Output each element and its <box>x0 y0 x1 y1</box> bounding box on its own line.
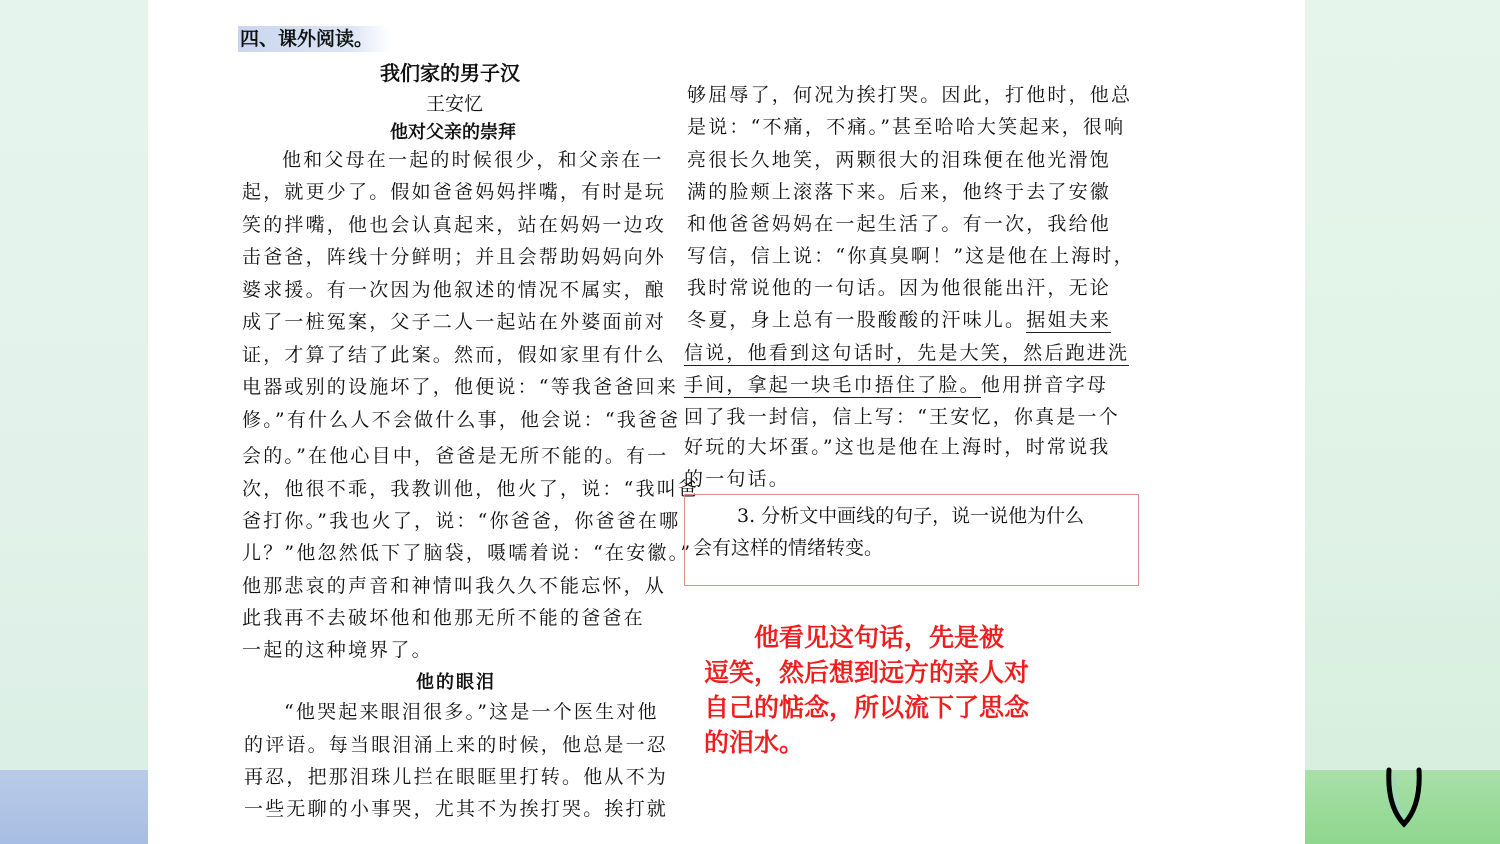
paragraph-line: 婆求援。有一次因为他叙述的情况不属实，酿 <box>242 279 667 301</box>
question-line-1: 3. 分析文中画线的句子，说一说他为什么 <box>737 505 1085 527</box>
paragraph-line: 写信，信上说：“你真臭啊！”这是他在上海时， <box>687 245 1135 267</box>
paragraph-line: 笑的拌嘴，他也会认真起来，站在妈妈一边攻 <box>242 214 667 236</box>
answer-line: 他看见这句话，先是被 <box>704 623 1005 652</box>
paragraph-line: 是说：“不痛，不痛。”甚至哈哈大笑起来，很响 <box>687 116 1126 138</box>
paragraph-line: 一些无聊的小事哭，尤其不为挨打哭。挨打就 <box>244 798 669 820</box>
paragraph-line: 爸打你。”我也火了，说：“你爸爸，你爸爸在哪 <box>242 510 681 532</box>
paragraph-line: 够屈辱了，何况为挨打哭。因此，打他时，他总 <box>687 84 1133 106</box>
paragraph-line: 和他爸爸妈妈在一起生活了。有一次，我给他 <box>687 213 1112 235</box>
paragraph-line: 次，他很不乖，我教训他，他火了，说：“我叫爸 <box>242 478 700 500</box>
paragraph-line: 他和父母在一起的时候很少，和父亲在一 <box>282 149 664 171</box>
underlined-sentence: 手间，拿起一块毛巾捂住了脸。 <box>684 374 981 396</box>
article-subtitle-1: 他对父亲的崇拜 <box>390 122 516 143</box>
paragraph-line: 修。”有什么人不会做什么事，他会说：“我爸爸 <box>242 409 681 431</box>
paragraph-line: “他哭起来眼泪很多。”这是一个医生对他 <box>284 701 659 723</box>
answer-line: 自己的惦念，所以流下了思念 <box>704 693 1030 722</box>
article-title: 我们家的男子汉 <box>380 61 520 85</box>
article-author: 王安忆 <box>426 93 484 115</box>
paragraph-line: 再忍，把那泪珠儿拦在眼眶里打转。他从不为 <box>244 766 669 788</box>
question-box <box>684 494 1139 586</box>
paragraph-line: 一起的这种境界了。 <box>242 639 433 661</box>
paragraph-line: 儿？”他忽然低下了脑袋，嗫嚅着说：“在安徽。” <box>242 542 693 564</box>
line-text: 他用拼音字母 <box>980 374 1109 396</box>
left-bottom-band <box>0 770 148 844</box>
paragraph-line: 证，才算了结了此案。然而，假如家里有什么 <box>242 344 667 366</box>
paragraph-line: 电器或别的设施坏了，他便说：“等我爸爸回来 <box>242 376 678 398</box>
answer-text <box>704 620 1104 760</box>
question-line-2: 会有这样的情绪转变。 <box>693 537 884 559</box>
answer-line: 逗笑，然后想到远方的亲人对 <box>704 658 1030 687</box>
underlined-sentence: 信说，他看到这句话时，先是大笑，然后跑进洗 <box>684 342 1130 364</box>
paragraph-line: 的一句话。 <box>684 468 791 490</box>
right-side-panel <box>1305 0 1500 844</box>
paragraph-line: 此我再不去破坏他和他那无所不能的爸爸在 <box>242 607 645 629</box>
water-drop-icon <box>1385 766 1423 828</box>
paragraph-line: 回了我一封信，信上写：“王安忆，你真是一个 <box>684 406 1120 428</box>
paragraph-line: 起，就更少了。假如爸爸妈妈拌嘴，有时是玩 <box>242 181 667 203</box>
paragraph-line: 满的脸颊上滚落下来。后来，他终于去了安徽 <box>687 181 1112 203</box>
paragraph-line <box>684 373 1108 397</box>
article-subtitle-2: 他的眼泪 <box>416 672 496 693</box>
paragraph-line: 成了一桩冤案，父子二人一起站在外婆面前对 <box>242 311 667 333</box>
paragraph-line: 好玩的大坏蛋。”这也是他在上海时，时常说我 <box>684 436 1111 458</box>
paragraph-line: 他那悲哀的声音和神情叫我久久不能忘怀，从 <box>242 575 667 597</box>
paragraph-line: 的评语。每当眼泪涌上来的时候，他总是一忍 <box>244 734 669 756</box>
underlined-sentence: 据姐夫来 <box>1026 309 1112 331</box>
line-text: 冬夏，身上总有一股酸酸的汗味儿。 <box>687 309 1027 331</box>
answer-line: 的泪水。 <box>704 728 805 757</box>
paragraph-line: 亮很长久地笑，两颗很大的泪珠便在他光滑饱 <box>687 149 1112 171</box>
paragraph-line: 击爸爸，阵线十分鲜明；并且会帮助妈妈向外 <box>242 246 667 268</box>
paragraph-line <box>684 341 1129 365</box>
paragraph-line <box>687 308 1111 332</box>
section-title: 四、课外阅读。 <box>238 26 390 52</box>
paragraph-line: 会的。”在他心目中，爸爸是无所不能的。有一 <box>242 445 669 467</box>
paragraph-line: 我时常说他的一句话。因为他很能出汗，无论 <box>687 277 1112 299</box>
left-side-panel <box>0 0 148 844</box>
